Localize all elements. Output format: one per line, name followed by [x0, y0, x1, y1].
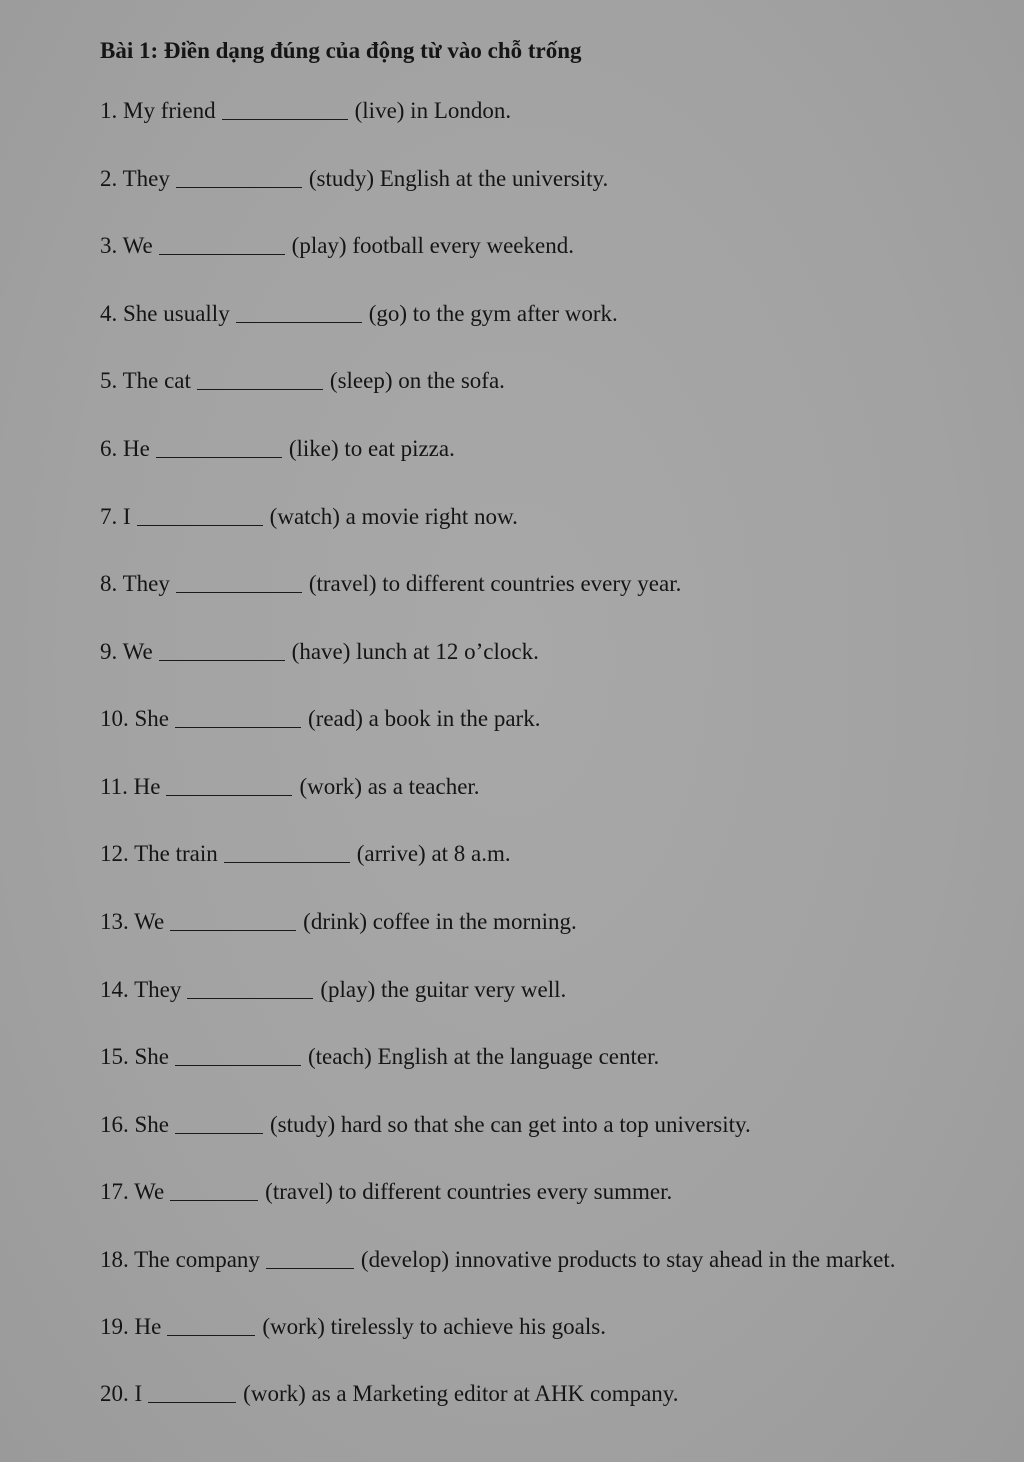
item-subject: 12. The train — [100, 841, 218, 866]
item-rest: (play) football every weekend. — [291, 233, 574, 258]
exercise-item-8 — [100, 569, 681, 599]
exercise-item-17 — [100, 1177, 672, 1207]
answer-blank[interactable] — [166, 794, 292, 796]
item-rest: (work) tirelessly to achieve his goals. — [262, 1314, 606, 1339]
exercise-item-3 — [100, 231, 574, 261]
item-subject: 1. My friend — [100, 98, 216, 123]
item-rest: (study) hard so that she can get into a top university. — [270, 1112, 751, 1137]
item-rest: (watch) a movie right now. — [269, 504, 518, 529]
answer-blank[interactable] — [170, 929, 296, 931]
exercise-title: Bài 1: Điền dạng đúng của động từ vào chỗ trống — [100, 38, 582, 63]
answer-blank[interactable] — [156, 456, 282, 458]
exercise-item-13 — [100, 907, 577, 937]
item-subject: 6. He — [100, 436, 150, 461]
item-rest: (work) as a teacher. — [299, 774, 480, 799]
exercise-item-16 — [100, 1110, 751, 1140]
answer-blank[interactable] — [137, 524, 263, 526]
answer-blank[interactable] — [197, 388, 323, 390]
answer-blank[interactable] — [148, 1401, 236, 1403]
item-rest: (develop) innovative products to stay ahead in the market. — [360, 1247, 896, 1272]
exercise-item-12 — [100, 839, 511, 869]
item-subject: 15. She — [100, 1044, 169, 1069]
answer-blank[interactable] — [187, 997, 313, 999]
item-rest: (play) the guitar very well. — [320, 977, 567, 1002]
answer-blank[interactable] — [167, 1334, 255, 1336]
answer-blank[interactable] — [175, 726, 301, 728]
answer-blank[interactable] — [175, 1064, 301, 1066]
item-subject: 14. They — [100, 977, 182, 1002]
item-rest: (study) English at the university. — [308, 166, 609, 191]
item-rest: (teach) English at the language center. — [308, 1044, 660, 1069]
exercise-item-19 — [100, 1312, 606, 1342]
item-subject: 16. She — [100, 1112, 169, 1137]
item-subject: 19. He — [100, 1314, 162, 1339]
exercise-item-4 — [100, 299, 618, 329]
item-rest: (travel) to different countries every year. — [308, 571, 682, 596]
item-rest: (have) lunch at 12 o’clock. — [291, 639, 539, 664]
item-subject: 13. We — [100, 909, 165, 934]
exercise-item-18 — [100, 1245, 896, 1275]
item-subject: 5. The cat — [100, 368, 191, 393]
item-subject: 10. She — [100, 706, 169, 731]
exercise-item-7 — [100, 502, 518, 532]
answer-blank[interactable] — [224, 861, 350, 863]
item-rest: (arrive) at 8 a.m. — [356, 841, 511, 866]
item-rest: (travel) to different countries every summer. — [265, 1179, 673, 1204]
exercise-item-2 — [100, 164, 608, 194]
answer-blank[interactable] — [176, 186, 302, 188]
exercise-item-5 — [100, 366, 505, 396]
item-rest: (live) in London. — [354, 98, 512, 123]
answer-blank[interactable] — [266, 1267, 354, 1269]
item-subject: 2. They — [100, 166, 170, 191]
item-subject: 7. I — [100, 504, 131, 529]
exercise-item-14 — [100, 975, 566, 1005]
exercise-item-10 — [100, 704, 540, 734]
item-subject: 20. I — [100, 1381, 143, 1406]
exercise-item-11 — [100, 772, 480, 802]
item-rest: (sleep) on the sofa. — [329, 368, 505, 393]
item-subject: 3. We — [100, 233, 153, 258]
item-subject: 17. We — [100, 1179, 165, 1204]
exercise-item-6 — [100, 434, 455, 464]
item-rest: (read) a book in the park. — [308, 706, 541, 731]
item-rest: (work) as a Marketing editor at AHK company. — [243, 1381, 679, 1406]
item-subject: 18. The company — [100, 1247, 260, 1272]
exercise-item-1 — [100, 96, 511, 126]
item-rest: (go) to the gym after work. — [368, 301, 618, 326]
answer-blank[interactable] — [176, 591, 302, 593]
answer-blank[interactable] — [159, 659, 285, 661]
item-subject: 11. He — [100, 774, 161, 799]
item-subject: 4. She usually — [100, 301, 230, 326]
answer-blank[interactable] — [159, 253, 285, 255]
item-subject: 9. We — [100, 639, 153, 664]
exercise-item-20 — [100, 1379, 679, 1409]
item-subject: 8. They — [100, 571, 170, 596]
item-rest: (like) to eat pizza. — [288, 436, 455, 461]
answer-blank[interactable] — [175, 1132, 263, 1134]
answer-blank[interactable] — [236, 321, 362, 323]
answer-blank[interactable] — [170, 1199, 258, 1201]
answer-blank[interactable] — [222, 118, 348, 120]
exercise-item-9 — [100, 637, 539, 667]
exercise-item-15 — [100, 1042, 659, 1072]
item-rest: (drink) coffee in the morning. — [303, 909, 577, 934]
